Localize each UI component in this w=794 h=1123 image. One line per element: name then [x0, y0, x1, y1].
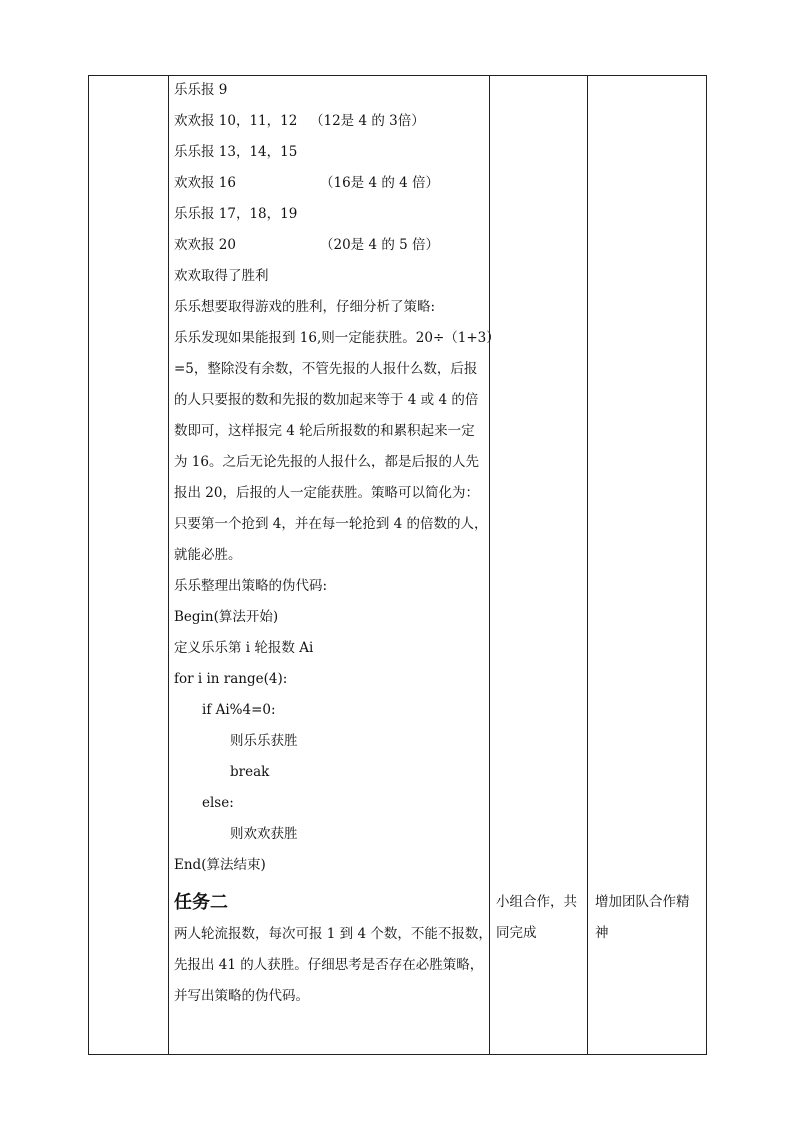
- column-divider: [587, 76, 588, 1054]
- step-note: （16是 4 的 4 倍）: [320, 175, 440, 191]
- analysis-intro: 乐乐想要取得游戏的胜利，仔细分析了策略:: [174, 299, 436, 315]
- game-step: 乐乐报 17，18，19: [174, 206, 298, 222]
- purpose-line: 增加团队合作精: [595, 894, 690, 910]
- game-step: 欢欢报 20 （20是 4 的 5 倍）: [174, 230, 489, 261]
- analysis-paragraph: [174, 323, 500, 571]
- analysis-line: =5，整除没有余数，不管先报的人报什么数，后报: [174, 361, 478, 377]
- activity-line: 同完成: [496, 925, 537, 941]
- game-step: 欢欢报 16 （16是 4 的 4 倍）: [174, 168, 489, 199]
- column-divider: [489, 76, 490, 1054]
- column-divider: [168, 76, 169, 1054]
- pseudocode-line: End(算法结束): [174, 857, 266, 873]
- teaching-content: [174, 75, 500, 1012]
- step-note: （20是 4 的 5 倍）: [320, 237, 440, 253]
- design-purpose-cell: [595, 887, 703, 949]
- pseudocode-intro: 乐乐整理出策略的伪代码:: [174, 578, 328, 594]
- game-step: 乐乐报 13，14，15: [174, 144, 298, 160]
- analysis-line: 只要第一个抢到 4，并在每一轮抢到 4 的倍数的人，: [174, 516, 488, 532]
- task2-line: 并写出策略的伪代码。: [174, 988, 309, 1004]
- analysis-line: 数即可，这样报完 4 轮后所报数的和累积起来一定: [174, 423, 475, 439]
- analysis-line: 报出 20，后报的人一定能获胜。策略可以简化为：: [174, 485, 479, 501]
- pseudocode-line: else:: [202, 795, 234, 811]
- pseudocode-line: 则欢欢获胜: [230, 826, 298, 842]
- pseudocode-line: 定义乐乐第 i 轮报数 Ai: [174, 640, 314, 656]
- pseudocode-line: Begin(算法开始): [174, 609, 279, 625]
- analysis-line: 为 16。之后无论先报的人报什么，都是后报的人先: [174, 454, 479, 470]
- student-activity-cell: [496, 887, 582, 949]
- task2-line: 两人轮流报数，每次可报 1 到 4 个数，不能不报数，: [174, 926, 492, 942]
- purpose-line: 神: [595, 925, 609, 941]
- pseudocode-line: break: [230, 764, 270, 780]
- activity-line: 小组合作，共: [496, 894, 577, 910]
- analysis-line: 乐乐发现如果能报到 16,则一定能获胜。20÷（1+3）: [174, 330, 500, 346]
- game-step: 乐乐报 9: [174, 82, 228, 98]
- step-note: （12是 4 的 3倍）: [310, 113, 425, 129]
- analysis-line: 的人只要报的数和先报的数加起来等于 4 或 4 的倍: [174, 392, 479, 408]
- game-result: 欢欢取得了胜利: [174, 268, 269, 284]
- pseudocode-line: if Ai%4=0:: [202, 702, 276, 718]
- task2-line: 先报出 41 的人获胜。仔细思考是否存在必胜策略，: [174, 957, 484, 973]
- pseudocode-line: for i in range(4):: [174, 671, 288, 687]
- game-step: 欢欢报 10，11，12 （12是 4 的 3倍）: [174, 106, 489, 137]
- analysis-line: 就能必胜。: [174, 547, 242, 563]
- task2-title: 任务二: [174, 892, 228, 913]
- pseudocode-line: 则乐乐获胜: [230, 733, 298, 749]
